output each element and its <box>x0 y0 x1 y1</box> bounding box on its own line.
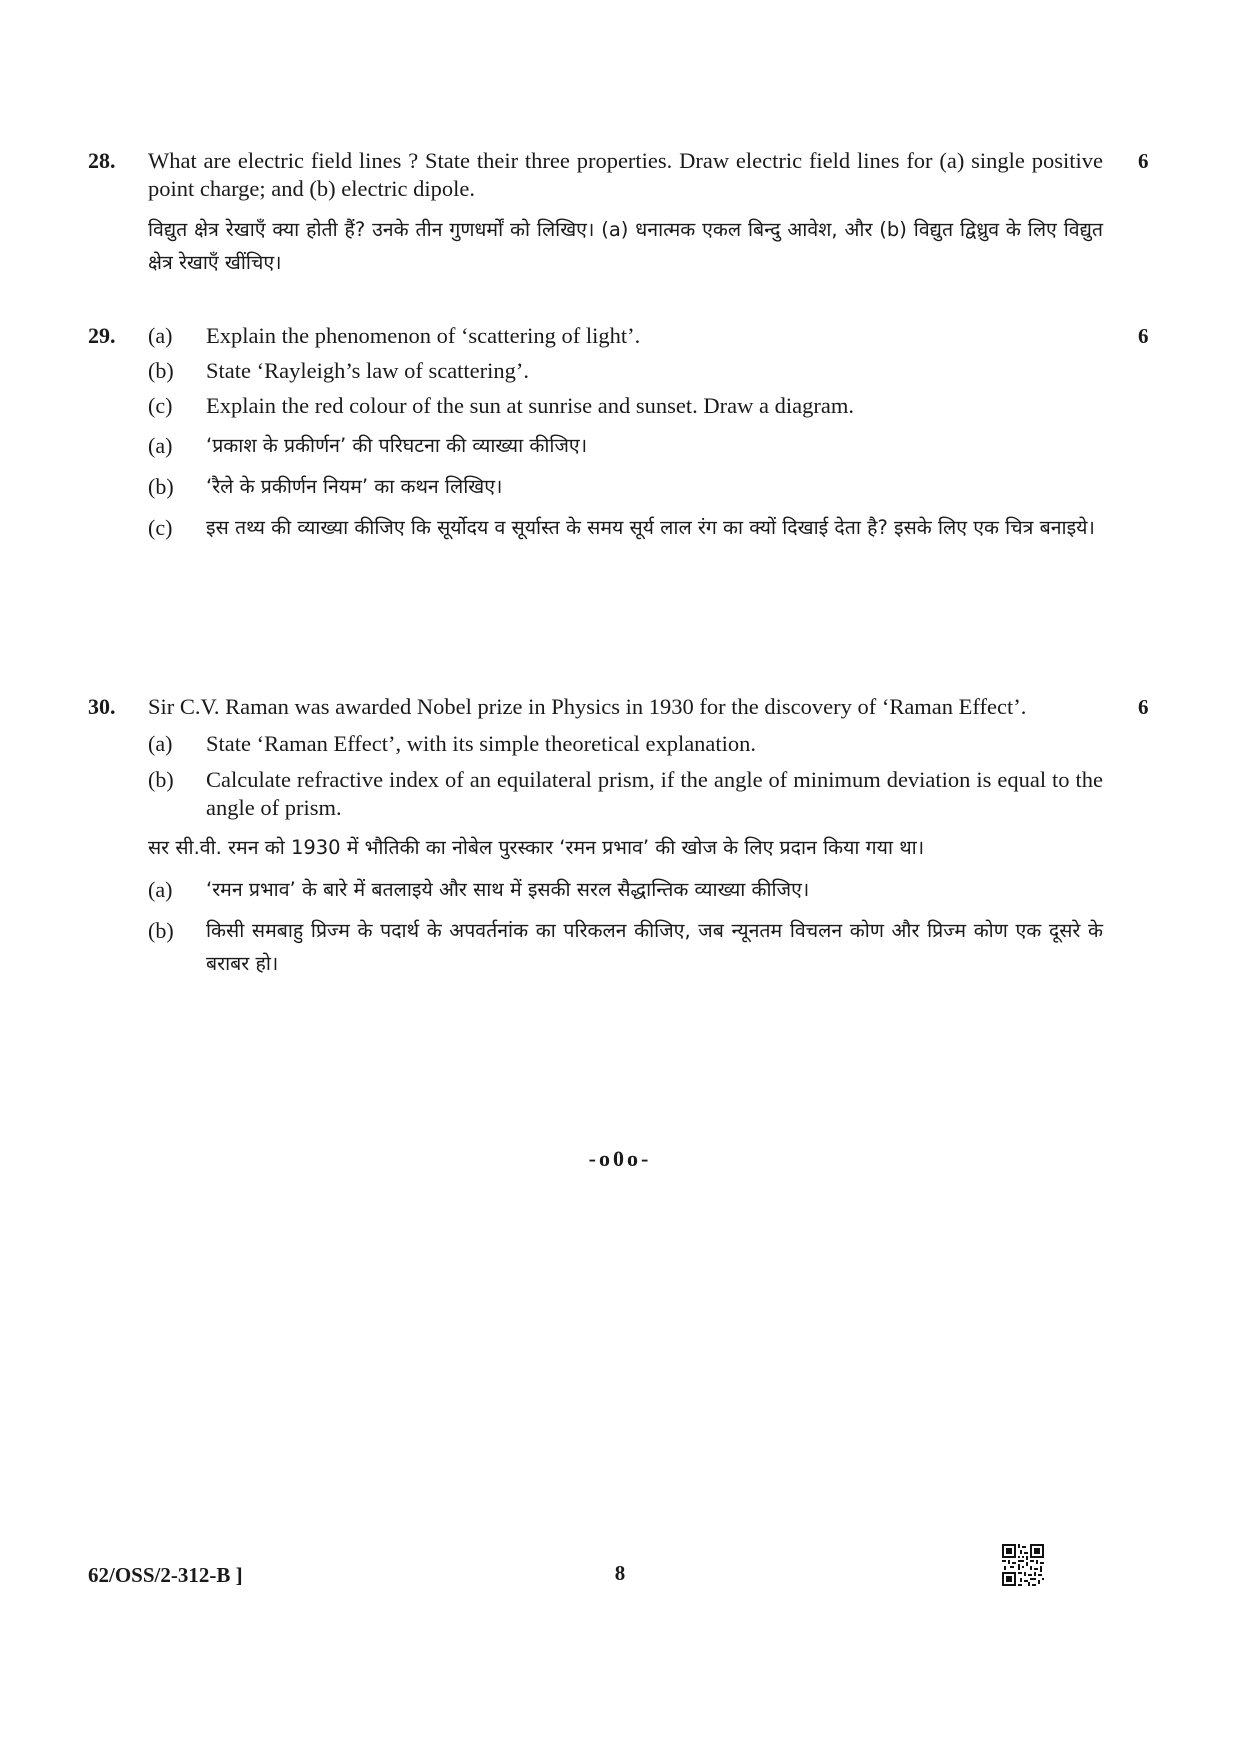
sub-question-hindi <box>148 873 1103 906</box>
question-body <box>148 322 1103 544</box>
sub-question-label: (b) <box>148 767 174 792</box>
sub-question-hindi <box>148 429 1103 462</box>
question-marks: 6 <box>1138 324 1149 348</box>
paper-code: 62/OSS/2-312-B ] <box>88 1563 243 1587</box>
sub-question-text: ‘रैले के प्रकीर्णन नियम’ का कथन लिखिए। <box>206 475 503 498</box>
question-body <box>148 147 1103 279</box>
question-text-english: What are electric field lines ? State their three properties. Draw electric field lines for (a) single positive point charge; and (b) electric dipole. <box>148 148 1103 201</box>
sub-question-english <box>148 322 1103 350</box>
question-marks: 6 <box>1138 149 1149 173</box>
question-text-hindi: विद्युत क्षेत्र रेखाएँ क्या होती हैं? उनके तीन गुणधर्मों को लिखिए। (a) धनात्मक एकल बिन्दु आवेश, और (b) विद्युत द्विध्रुव के लिए विद्युत क्षेत्र रेखाएँ खींचिए। <box>148 218 1103 274</box>
sub-question-hindi <box>148 511 1103 544</box>
sub-question-label: (a) <box>148 731 173 756</box>
sub-question-label: (a) <box>148 877 173 902</box>
sub-question-text: State ‘Rayleigh’s law of scattering’. <box>206 358 530 383</box>
sub-question-english <box>148 392 1103 420</box>
sub-question-label: (b) <box>148 358 174 383</box>
sub-question-english <box>148 766 1103 822</box>
sub-question-english <box>148 357 1103 385</box>
sub-question-label: (a) <box>148 323 173 348</box>
sub-question-text: ‘रमन प्रभाव’ के बारे में बतलाइये और साथ में इसकी सरल सैद्धान्तिक व्याख्या कीजिए। <box>206 878 810 901</box>
sub-question-text: इस तथ्य की व्याख्या कीजिए कि सूर्योदय व सूर्यास्त के समय सूर्य लाल रंग का क्यों दिखाई देता है? इसके लिए एक चित्र बनाइये। <box>206 516 1095 539</box>
question-number: 28. <box>88 148 116 173</box>
sub-question-text: किसी समबाहु प्रिज्म के पदार्थ के अपवर्तनांक का परिकलन कीजिए, जब न्यूनतम विचलन कोण और प्रिज्म कोण एक दूसरे के बराबर हो। <box>206 919 1103 975</box>
sub-question-label: (c) <box>148 515 173 540</box>
sub-question-hindi <box>148 470 1103 503</box>
sub-question-label: (b) <box>148 918 174 943</box>
question-body <box>148 693 1103 980</box>
end-marker: -o0o- <box>588 1146 652 1171</box>
page-number: 8 <box>614 1561 626 1585</box>
sub-question-text: Explain the red colour of the sun at sunrise and sunset. Draw a diagram. <box>206 393 854 418</box>
question-text-hindi: सर सी.वी. रमन को 1930 में भौतिकी का नोबेल पुरस्कार ‘रमन प्रभाव’ की खोज के लिए प्रदान किया गया था। <box>148 836 925 859</box>
question-number: 29. <box>88 323 116 348</box>
sub-question-text: ‘प्रकाश के प्रकीर्णन’ की परिघटना की व्याख्या कीजिए। <box>206 434 588 457</box>
sub-question-label: (c) <box>148 393 173 418</box>
sub-question-text: State ‘Raman Effect’, with its simple theoretical explanation. <box>206 731 757 756</box>
sub-question-text: Explain the phenomenon of ‘scattering of light’. <box>206 323 641 348</box>
qr-code-icon <box>1002 1544 1044 1586</box>
sub-question-label: (a) <box>148 433 173 458</box>
question-marks: 6 <box>1138 695 1149 719</box>
sub-question-label: (b) <box>148 474 174 499</box>
sub-question-hindi <box>148 914 1103 980</box>
sub-question-english <box>148 730 1103 758</box>
question-text-english: Sir C.V. Raman was awarded Nobel prize in Physics in 1930 for the discovery of ‘Raman Effect’. <box>148 694 1027 719</box>
sub-question-text: Calculate refractive index of an equilateral prism, if the angle of minimum deviation is equal to the angle of prism. <box>206 767 1103 820</box>
question-number: 30. <box>88 694 116 719</box>
